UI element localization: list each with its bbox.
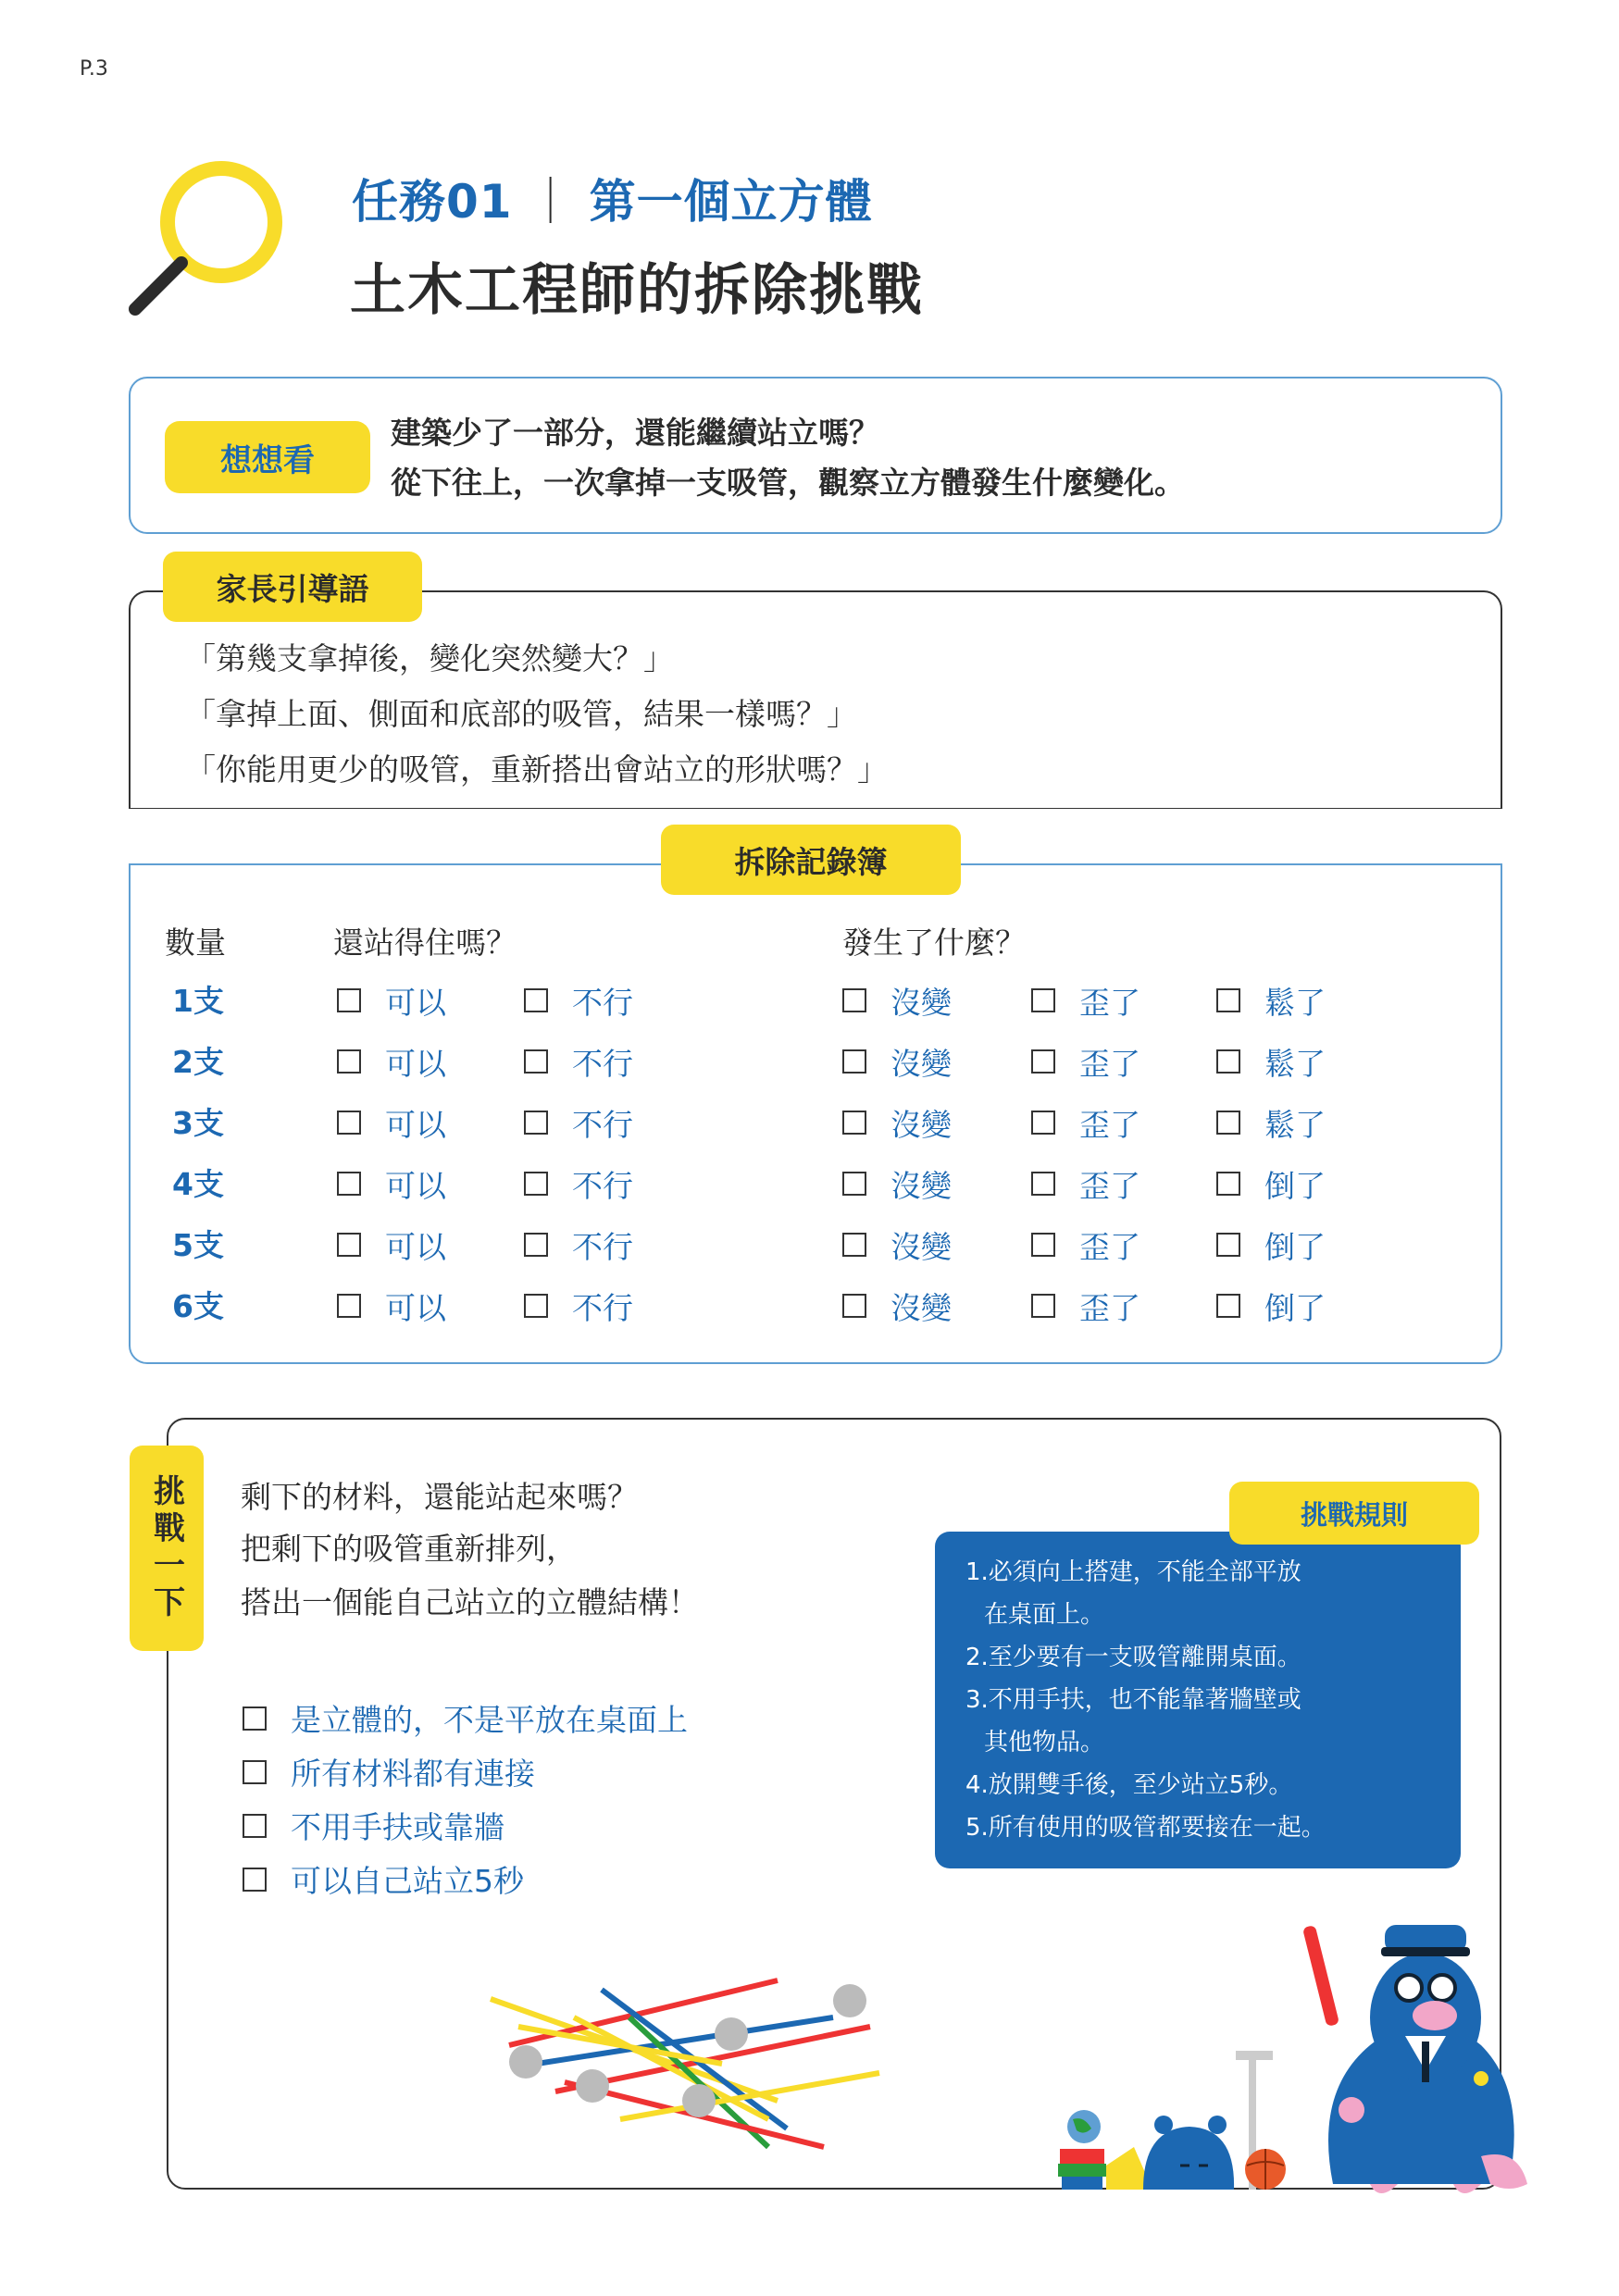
record-count: 5支 <box>172 1227 224 1263</box>
page-number: P.3 <box>80 57 108 81</box>
check-item[interactable]: 不用手扶或靠牆 <box>243 1804 504 1847</box>
checkbox[interactable] <box>243 1706 267 1731</box>
record-option[interactable] <box>1216 1222 1326 1268</box>
checkbox[interactable] <box>1031 1294 1055 1318</box>
record-row <box>0 977 1619 1033</box>
challenge-tag: 挑戰一下 <box>130 1446 204 1651</box>
guide-line: 「你能用更少的吸管，重新搭出會站立的形狀嗎？」 <box>185 751 888 788</box>
record-option-label: 可以 <box>385 1106 446 1143</box>
record-option-label: 倒了 <box>1264 1167 1326 1204</box>
checkbox[interactable] <box>1216 988 1240 1012</box>
record-option[interactable] <box>842 977 952 1024</box>
record-option[interactable] <box>1031 1038 1140 1085</box>
record-option-label: 沒變 <box>890 984 952 1021</box>
record-option-label: 歪了 <box>1079 1106 1140 1143</box>
guide-line: 「第幾支拿掉後，變化突然變大？」 <box>185 640 674 676</box>
record-count: 1支 <box>172 983 224 1019</box>
record-option[interactable] <box>524 1283 633 1329</box>
record-option-label: 沒變 <box>890 1228 952 1265</box>
think-badge: 想想看 <box>165 421 370 493</box>
rule-line: 1.必須向上搭建，不能全部平放 <box>965 1558 1301 1586</box>
record-option-label: 可以 <box>385 1045 446 1082</box>
record-option[interactable] <box>337 977 446 1024</box>
record-option[interactable] <box>1216 1099 1326 1146</box>
record-count: 6支 <box>172 1288 224 1324</box>
record-option[interactable] <box>1031 1283 1140 1329</box>
record-option[interactable] <box>842 1099 952 1146</box>
record-header-happen: 發生了什麼？ <box>842 925 1026 961</box>
rule-line: 其他物品。 <box>984 1729 1105 1756</box>
magnifier-icon <box>120 148 287 324</box>
record-option-label: 歪了 <box>1079 1167 1140 1204</box>
checkbox[interactable] <box>243 1760 267 1784</box>
record-count: 3支 <box>172 1105 224 1141</box>
checkbox[interactable] <box>243 1868 267 1892</box>
checkbox[interactable] <box>842 1049 866 1074</box>
record-option-label: 可以 <box>385 1228 446 1265</box>
record-option[interactable] <box>1031 1099 1140 1146</box>
record-option-label: 倒了 <box>1264 1228 1326 1265</box>
record-option[interactable] <box>524 1160 633 1207</box>
guide-tag: 家長引導語 <box>163 552 422 622</box>
rule-line: 在桌面上。 <box>984 1601 1105 1629</box>
checkbox[interactable] <box>1031 988 1055 1012</box>
record-option[interactable] <box>1216 1160 1326 1207</box>
record-option-label: 沒變 <box>890 1289 952 1326</box>
record-row <box>0 1283 1619 1338</box>
check-item[interactable]: 所有材料都有連接 <box>243 1750 535 1793</box>
record-row <box>0 1160 1619 1216</box>
checkbox[interactable] <box>524 1049 548 1074</box>
record-option-label: 沒變 <box>890 1106 952 1143</box>
record-option-label: 鬆了 <box>1264 984 1326 1021</box>
record-row <box>0 1222 1619 1277</box>
challenge-line: 把剩下的吸管重新排列， <box>241 1531 577 1567</box>
record-option[interactable] <box>337 1222 446 1268</box>
checkbox[interactable] <box>524 988 548 1012</box>
record-option-label: 歪了 <box>1079 1228 1140 1265</box>
record-option[interactable] <box>337 1160 446 1207</box>
challenge-line: 剩下的材料，還能站起來嗎？ <box>241 1479 638 1515</box>
record-option-label: 不行 <box>572 1228 633 1265</box>
record-option-label: 倒了 <box>1264 1289 1326 1326</box>
record-option[interactable] <box>842 1283 952 1329</box>
record-option-label: 不行 <box>572 984 633 1021</box>
rule-line: 3.不用手扶，也不能靠著牆壁或 <box>965 1686 1301 1714</box>
checkbox[interactable] <box>337 988 361 1012</box>
record-option-label: 可以 <box>385 1167 446 1204</box>
checkbox[interactable] <box>524 1294 548 1318</box>
checkbox[interactable] <box>1031 1172 1055 1196</box>
checkbox[interactable] <box>842 1233 866 1257</box>
record-option[interactable] <box>1031 977 1140 1024</box>
record-option[interactable] <box>842 1222 952 1268</box>
think-instruction: 從下往上，一次拿掉一支吸管，觀察立方體發生什麼變化。 <box>391 465 1185 501</box>
record-option-label: 可以 <box>385 984 446 1021</box>
record-option[interactable] <box>842 1160 952 1207</box>
record-option[interactable] <box>1216 1283 1326 1329</box>
record-option-label: 歪了 <box>1079 984 1140 1021</box>
checkbox[interactable] <box>243 1814 267 1838</box>
rule-line: 4.放開雙手後，至少站立5秒。 <box>965 1771 1293 1799</box>
page-subtitle: 土木工程師的拆除挑戰 <box>350 258 924 323</box>
rule-line: 2.至少要有一支吸管離開桌面。 <box>965 1644 1301 1671</box>
record-tag: 拆除記錄簿 <box>661 825 961 895</box>
record-option[interactable] <box>524 1222 633 1268</box>
checkbox[interactable] <box>337 1049 361 1074</box>
record-option-label: 歪了 <box>1079 1289 1140 1326</box>
record-option[interactable] <box>524 1099 633 1146</box>
record-count: 2支 <box>172 1044 224 1080</box>
task-title: 任務01 ｜ 第一個立方體 <box>352 175 873 229</box>
record-option-label: 鬆了 <box>1264 1106 1326 1143</box>
checkbox[interactable] <box>1216 1233 1240 1257</box>
record-option[interactable] <box>842 1038 952 1085</box>
checkbox[interactable] <box>1216 1111 1240 1135</box>
checkbox[interactable] <box>1031 1233 1055 1257</box>
checkbox[interactable] <box>337 1172 361 1196</box>
checkbox[interactable] <box>842 1111 866 1135</box>
record-header-stand: 還站得住嗎？ <box>333 925 517 961</box>
checkbox[interactable] <box>337 1111 361 1135</box>
record-option[interactable] <box>337 1283 446 1329</box>
checkbox[interactable] <box>337 1294 361 1318</box>
straws-illustration <box>481 1962 889 2166</box>
record-option-label: 歪了 <box>1079 1045 1140 1082</box>
record-option-label: 沒變 <box>890 1167 952 1204</box>
check-item[interactable]: 是立體的，不是平放在桌面上 <box>243 1696 688 1740</box>
checkbox[interactable] <box>524 1111 548 1135</box>
record-option[interactable] <box>1031 1222 1140 1268</box>
checkbox[interactable] <box>337 1233 361 1257</box>
checkbox[interactable] <box>1216 1172 1240 1196</box>
record-option[interactable] <box>1216 977 1326 1024</box>
mole-mascot-illustration <box>1296 1906 1555 2203</box>
record-option[interactable] <box>1031 1160 1140 1207</box>
checkbox[interactable] <box>1216 1294 1240 1318</box>
record-option-label: 不行 <box>572 1106 633 1143</box>
rules-tag: 挑戰規則 <box>1229 1482 1479 1545</box>
challenge-line: 搭出一個能自己站立的立體結構！ <box>241 1584 699 1620</box>
desk-objects-illustration <box>1051 2027 1310 2193</box>
checkbox[interactable] <box>842 1172 866 1196</box>
record-option[interactable] <box>524 1038 633 1085</box>
checkbox[interactable] <box>1031 1111 1055 1135</box>
record-option-label: 不行 <box>572 1167 633 1204</box>
checkbox[interactable] <box>1216 1049 1240 1074</box>
checkbox[interactable] <box>524 1172 548 1196</box>
record-count: 4支 <box>172 1166 224 1202</box>
record-option-label: 沒變 <box>890 1045 952 1082</box>
guide-line: 「拿掉上面、側面和底部的吸管，結果一樣嗎？」 <box>185 696 857 732</box>
record-option-label: 鬆了 <box>1264 1045 1326 1082</box>
rule-line: 5.所有使用的吸管都要接在一起。 <box>965 1814 1326 1842</box>
record-row <box>0 1099 1619 1155</box>
record-option-label: 不行 <box>572 1045 633 1082</box>
checkbox[interactable] <box>842 988 866 1012</box>
record-option[interactable] <box>337 1099 446 1146</box>
record-option-label: 不行 <box>572 1289 633 1326</box>
checkbox[interactable] <box>524 1233 548 1257</box>
checkbox[interactable] <box>1031 1049 1055 1074</box>
record-option-label: 可以 <box>385 1289 446 1326</box>
record-option[interactable] <box>524 977 633 1024</box>
check-item[interactable]: 可以自己站立5秒 <box>243 1857 524 1901</box>
record-header-count: 數量 <box>165 925 226 961</box>
record-row <box>0 1038 1619 1094</box>
record-option[interactable] <box>337 1038 446 1085</box>
record-option[interactable] <box>1216 1038 1326 1085</box>
think-question: 建築少了一部分，還能繼續站立嗎？ <box>391 415 879 451</box>
checkbox[interactable] <box>842 1294 866 1318</box>
